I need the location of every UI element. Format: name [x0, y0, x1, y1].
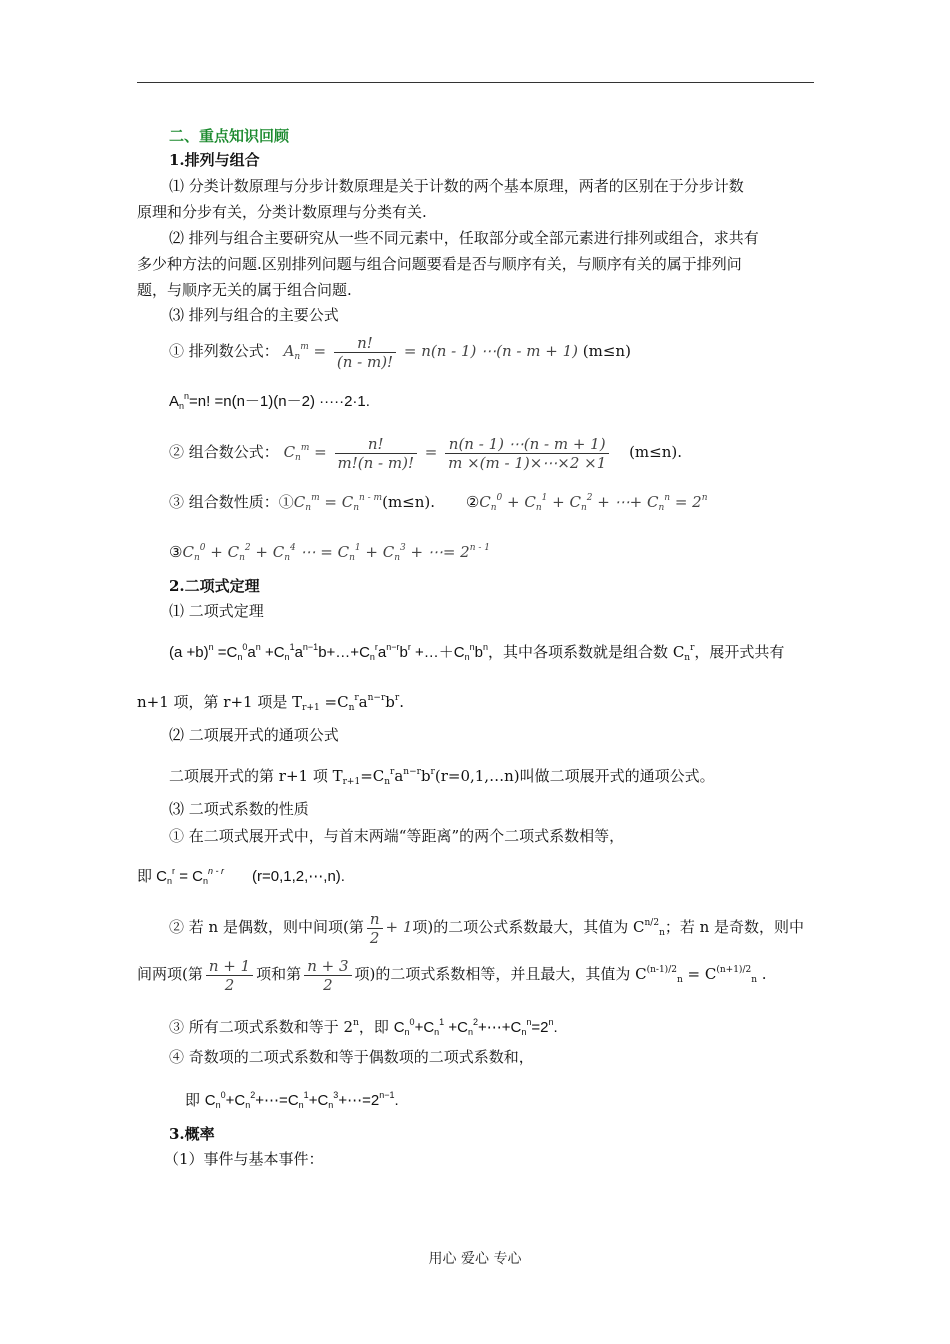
section-heading: 二、重点知识回顾 — [169, 127, 290, 145]
perm-formula-expr: $A_n^m$ = $\frac{n!}{(n - m)!}$ = n(n - 1) ⋯(n - m + 1) — [283, 333, 578, 371]
binomial-prop1: ① 在二项式展开式中，与首末两端“等距离”的两个二项式系数相等， — [169, 827, 625, 845]
para-2c: 题，与顺序无关的属于组合问题. — [137, 281, 352, 299]
comb-formula-expr: $C_n^m$ = $\frac{n!}{m!(n - m)!}$ = $\frac{n(n - 1) \cdots(n - m + 1)}{m \times(m - 1)\times\cdots\times 2 \times 1}$ — [284, 443, 613, 461]
binomial-prop2: ② 若 n 是偶数，则中间项(第 $\frac{n}{2}$ + 1项)的二项公式系数最大，其值为 $C^{n/2}_n$；若 n 是奇数，则中 — [169, 909, 805, 947]
page-footer: 用心 爱心 专心 — [428, 1251, 522, 1267]
para-3: ⑶ 排列与组合的主要公式 — [169, 306, 339, 324]
permutation-full: $A_n^n=n$! =n(n－1)(n－2) ·····2·1. — [169, 391, 370, 411]
combination-property: ③ 组合数性质：$①C_n^m = C_n^{n - m}(m\le n)$. $②C_n^0 + C_n^1 + C_n^2$ + ⋯+ $C_n^n = 2^n$ — [169, 493, 708, 513]
binomial-prop4-eq: 即 $C_n^0+C_n^2+\cdots=C_n^1+C_n^3+\cdots=2^{n-1}$. — [185, 1090, 399, 1110]
probability-sub1: （1）事件与基本事件： — [164, 1150, 324, 1168]
para-2a: ⑵ 排列与组合主要研究从一些不同元素中，任取部分或全部元素进行排列或组合，求共有 — [169, 229, 759, 247]
header-rule — [137, 82, 814, 83]
heading-permutation: 1.排列与组合 — [169, 151, 260, 169]
binomial-sub3: ⑶ 二项式系数的性质 — [169, 800, 309, 818]
heading-binomial: 2.二项式定理 — [169, 577, 260, 595]
para-1b: 原理和分步有关，分类计数原理与分类有关. — [137, 203, 427, 221]
binomial-prop2-odd: 间两项(第 $\frac{n + 1}{2}$ 项和第 $\frac{n + 3}{2}$ 项)的二项式系数相等，并且最大，其值为 $C^{(n-1)/2}_n = C^{(n+1)/2}_n$ . — [137, 956, 767, 994]
general-term: 二项展开式的第 r+1 项 $T_{r+1}=C_n^ra^{n-r}b^r(r=0,1,\dots n)$叫做二项展开式的通项公式。 — [169, 767, 715, 787]
permutation-formula: ① 排列数公式： $A_n^m$ = $\frac{n!}{(n - m)!}$ = n(n - 1) ⋯(n - m + 1) (m≤n) — [169, 333, 631, 371]
para-2b: 多少种方法的问题.区别排列问题与组合问题要看是否与顺序有关，与顺序有关的属于排列问 — [137, 255, 742, 273]
heading-probability: 3.概率 — [169, 1125, 215, 1143]
binomial-prop4: ④ 奇数项的二项式系数和等于偶数项的二项式系数和， — [169, 1048, 534, 1066]
combination-formula: ② 组合数公式： $C_n^m$ = $\frac{n!}{m!(n - m)!}$ = $\frac{n(n - 1) \cdots(n - m + 1)}{m \times(m - 1)\times\cdots\times 2 \times 1}$ (m≤n). — [169, 434, 683, 472]
para-1a: ⑴ 分类计数原理与分步计数原理是关于计数的两个基本原理，两者的区别在于分步计数 — [169, 177, 744, 195]
binomial-expansion: $(a +b)^n =C_n^0a^n$ $+C_n^1a^{n-1}b+\dots+C_n^ra^{n-r}b^r$ $+\dots+C_n^nb^n$，其中各项系数就是组合数 $C_n^r$，展开式共有 — [169, 642, 785, 663]
binomial-sub1: ⑴ 二项式定理 — [169, 602, 264, 620]
binomial-prop3: ③ 所有二项式系数和等于 2$^n$，即 $C_n^0+C_n^1$ $+C_n^2+\cdots+C_n^n=2^n$. — [169, 1017, 558, 1037]
combination-property-3: $③C_n^0 + C_n^2 + C_n^4$ ⋯ = $C_n^1 + C_n^3$ + ⋯= $2^{n - 1}$ — [169, 543, 491, 563]
binomial-sub2: ⑵ 二项展开式的通项公式 — [169, 726, 339, 744]
binomial-terms: n+1 项，第 r+1 项是 $T_{r+1} =C_n^ra^{n-r}b^r$. — [137, 693, 404, 713]
binomial-prop1-eq: 即 $C_n^r = C_n^{n - r}$ (r=0,1,2,⋯,n). — [137, 866, 345, 886]
